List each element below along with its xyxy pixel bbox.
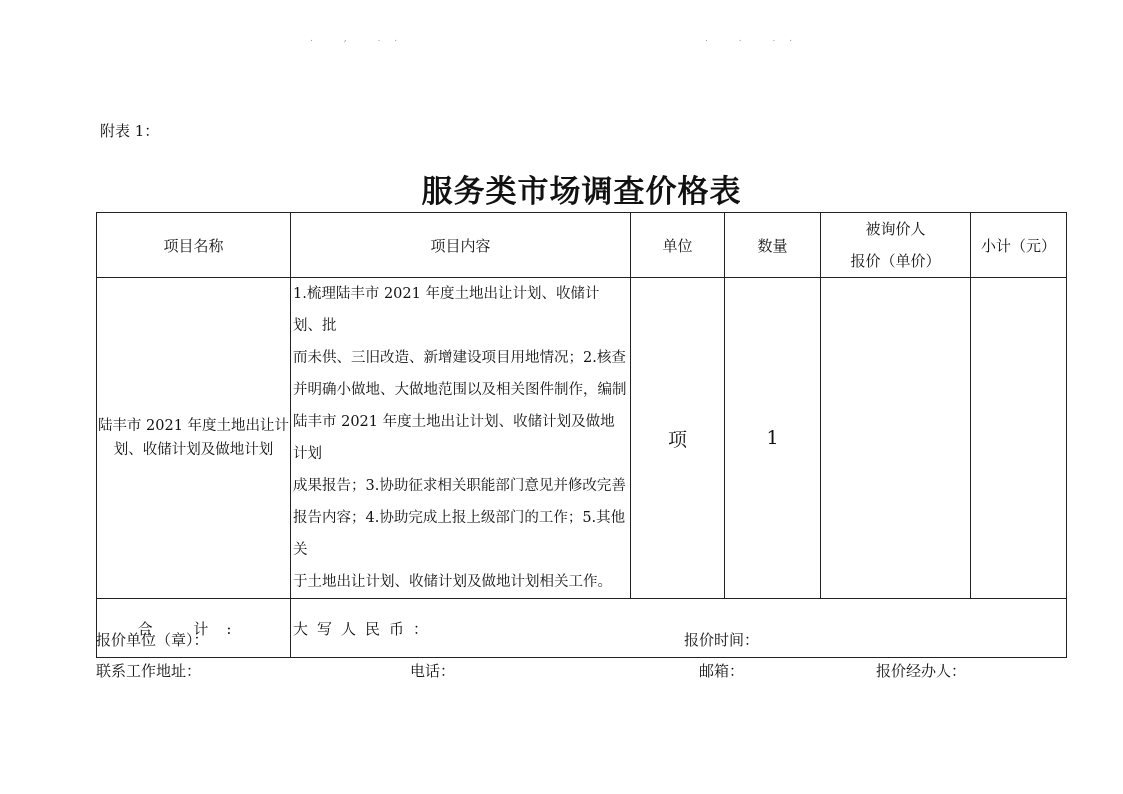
header-project-content: 项目内容 — [291, 213, 631, 278]
quote-price-cell[interactable] — [821, 278, 971, 599]
total-label: 合 计: — [97, 599, 291, 658]
table-row — [97, 278, 1067, 599]
email-label: 邮箱： — [699, 662, 745, 680]
quantity-cell: 1 — [725, 278, 821, 599]
price-table — [96, 212, 1067, 658]
content-line: 成果报告；3.协助征求相关职能部门意见并修改完善 — [293, 478, 626, 494]
header-subtotal: 小计（元） — [971, 213, 1067, 278]
content-line: 1.梳理陆丰市 2021 年度土地出让计划、收储计划、批 — [293, 286, 600, 334]
header-unit: 单位 — [631, 213, 725, 278]
page-title: 服务类市场调查价格表 — [421, 174, 742, 210]
total-row — [97, 599, 1067, 658]
content-line: 并明确小做地、大做地范围以及相关图件制作，编制 — [293, 382, 627, 398]
header-quote-line2: 报价（单价） — [850, 252, 941, 270]
address-label: 联系工作地址： — [96, 662, 202, 680]
project-name-line: 划、收储计划及做地计划 — [113, 442, 274, 458]
content-line: 于土地出让计划、收储计划及做地计划相关工作。 — [293, 574, 612, 590]
project-name-line: 陆丰市 2021 年度土地出让计 — [97, 418, 290, 434]
scan-speck: . . .. — [705, 34, 807, 44]
header-quote — [821, 213, 971, 278]
agent-label: 报价经办人： — [876, 662, 967, 680]
table-header-row — [97, 213, 1067, 278]
annex-label: 附表 1： — [100, 122, 160, 140]
header-quantity: 数量 — [725, 213, 821, 278]
content-line: 报告内容；4.协助完成上报上级部门的工作；5.其他关 — [293, 510, 626, 558]
header-project-name: 项目名称 — [97, 213, 291, 278]
quote-time-label: 报价时间： — [684, 631, 760, 649]
total-amount-cny[interactable]: 大写人民币： — [291, 599, 1067, 658]
content-line: 而未供、三旧改造、新增建设项目用地情况；2.核查 — [293, 350, 626, 366]
subtotal-cell[interactable] — [971, 278, 1067, 599]
unit-cell: 项 — [631, 278, 725, 599]
phone-label: 电话： — [410, 662, 456, 680]
quote-unit-label: 报价单位（章）： — [96, 631, 209, 649]
project-content-cell — [291, 278, 631, 599]
content-line: 陆丰市 2021 年度土地出让计划、收储计划及做地计划 — [293, 414, 615, 462]
project-name-cell — [97, 278, 291, 599]
header-quote-line1: 被询价人 — [865, 220, 926, 238]
scan-speck: . , .. — [310, 34, 412, 44]
